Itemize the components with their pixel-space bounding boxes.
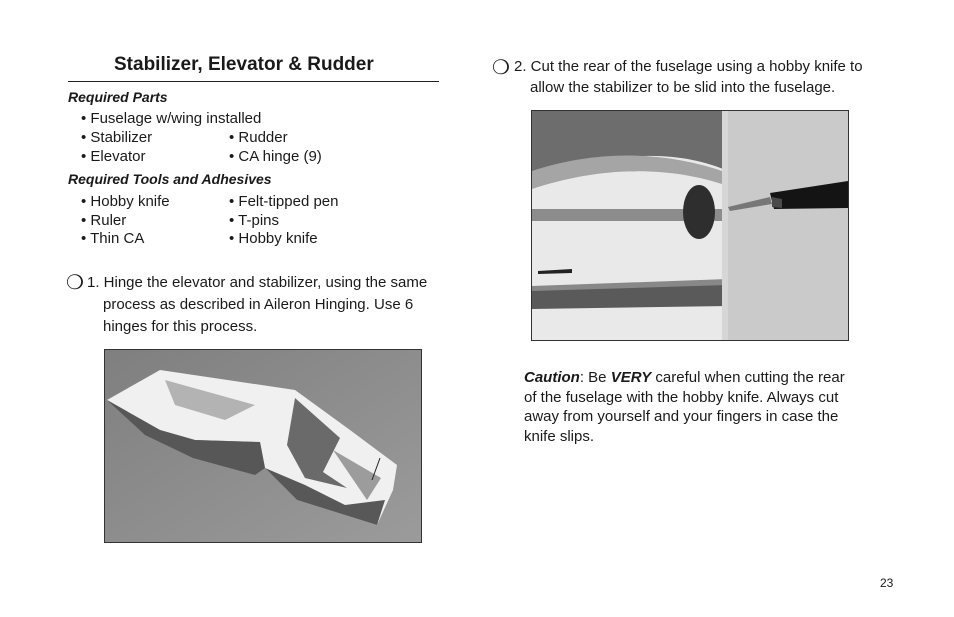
caution-text-after: careful when cutting the rear of the fuselage with the hobby knife. Always cut away from yourself and your fingers in case the knife slips. bbox=[524, 369, 845, 445]
tool-item: • Hobby knife bbox=[81, 193, 170, 210]
page-number: 23 bbox=[880, 576, 894, 590]
tool-item: • Ruler bbox=[81, 212, 127, 229]
step1-checkbox[interactable]: ❍ bbox=[66, 270, 84, 294]
caution-label: Caution bbox=[524, 369, 580, 386]
stabilizer-elevator-photo bbox=[104, 349, 422, 543]
caution-emphasis: VERY bbox=[610, 369, 652, 386]
tool-item: • T-pins bbox=[229, 212, 279, 229]
step2-text: 2. Cut the rear of the fuselage using a hobby knife to allow the stabilizer to be slid into the fuselage. bbox=[514, 58, 863, 96]
part-item: • Elevator bbox=[81, 148, 146, 165]
step2-checkbox[interactable]: ❍ bbox=[492, 55, 510, 79]
fuselage-cut-photo bbox=[531, 110, 849, 341]
caution-note bbox=[524, 368, 854, 446]
tool-item: • Felt-tipped pen bbox=[229, 193, 339, 210]
required-parts-heading: Required Parts bbox=[68, 89, 168, 105]
step1-text: 1. Hinge the elevator and stabilizer, using the same process as described in Aileron Hinging. Use 6 hinges for this process. bbox=[87, 274, 428, 335]
tool-item: • Thin CA bbox=[81, 230, 145, 247]
part-item: • Rudder bbox=[229, 129, 288, 146]
tool-item: • Hobby knife bbox=[229, 230, 318, 247]
part-item: • Stabilizer bbox=[81, 129, 153, 146]
caution-text-before: : Be bbox=[579, 369, 611, 386]
part-item: • Fuselage w/wing installed bbox=[81, 110, 262, 127]
required-tools-heading: Required Tools and Adhesives bbox=[68, 171, 272, 187]
part-item: • CA hinge (9) bbox=[229, 148, 322, 165]
section-title: Stabilizer, Elevator & Rudder bbox=[114, 54, 374, 75]
title-underline bbox=[68, 81, 439, 82]
